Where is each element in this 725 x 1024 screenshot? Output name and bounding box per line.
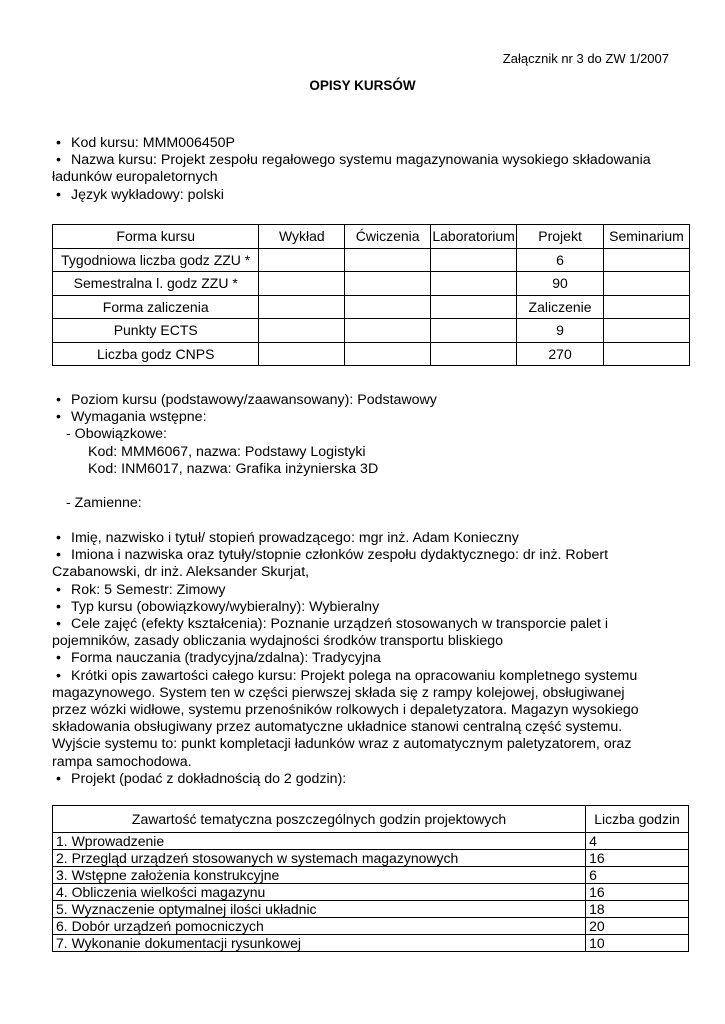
table-cell: Zaliczenie [517,295,604,319]
table-cell [345,272,431,296]
bullet: • [56,581,61,598]
course-level: Poziom kursu (podstawowy/zaawansowany): Podstawowy [71,392,437,408]
table-cell [345,319,431,343]
table-cell [345,248,431,272]
table-cell [259,319,345,343]
course-name: Nazwa kursu: Projekt zespołu regałowego systemu magazynowania wysokiego składowania [71,152,651,169]
course-intro [52,135,682,204]
table-row [53,901,689,918]
topic-cell: 1. Wprowadzenie [53,833,586,850]
prerequisites-label: Wymagania wstępne: [71,409,207,426]
table-cell: Semestralna l. godz ZZU * [53,272,259,296]
table-cell: Punkty ECTS [53,319,259,343]
hours-cell: 20 [586,918,689,935]
table-cell [604,248,690,272]
bullet: • [56,650,61,667]
table-row [53,850,689,867]
table-cell: 6 [517,248,604,272]
bullet: • [56,530,61,546]
teaching-team-cont: Czabanowski, dr inż. Aleksander Skurjat, [52,564,310,581]
hours-cell: 6 [586,867,689,884]
topic-cell: 5. Wyznaczenie optymalnej ilości układnic [53,901,586,918]
table-cell: 270 [517,342,604,366]
course-description-cont: Wyjście systemu to: punkt kompletacji ładunków wraz z automatycznym paletyzatorem, oraz [52,736,632,753]
column-header: Projekt [517,225,604,249]
hours-cell: 4 [586,833,689,850]
column-header: Forma kursu [53,225,259,249]
teaching-team: Imiona i nazwiska oraz tytuły/stopnie członków zespołu dydaktycznego: dr inż. Robert [71,547,609,564]
course-description-cont: magazynowego. System ten w części pierwszej składa się z rampy kolejowej, obsługiwanej [52,684,625,701]
column-header: Wykład [259,225,345,249]
course-goals-cont: pojemników, zasady obliczania wydajności środków transportu bliskiego [52,633,504,650]
table-row [53,833,689,850]
topic-header: Zawartość tematyczna poszczególnych godzin projektowych [53,806,586,833]
table-row [53,295,690,319]
column-header: Seminarium [604,225,690,249]
bullet: • [56,770,61,787]
hours-cell: 16 [586,884,689,901]
table-cell [604,272,690,296]
table-cell [345,342,431,366]
table-row [53,342,690,366]
table-cell: Liczba godz CNPS [53,342,259,366]
table-cell: Forma zaliczenia [53,295,259,319]
table-cell [345,295,431,319]
table-cell [259,342,345,366]
table-row [53,918,689,935]
project-hours-label: Projekt (podać z dokładnością do 2 godzin): [71,770,347,787]
column-header: Ćwiczenia [345,225,431,249]
bullet: • [56,667,61,684]
topic-cell: 6. Dobór urządzeń pomocniczych [53,918,586,935]
table-row [53,884,689,901]
table-cell [259,295,345,319]
course-description-cont: rampa samochodowa. [52,753,192,770]
table-cell [431,319,517,343]
course-description-cont: składowania obsługiwany przez automatyczne układnice stanowi centralną część systemu. [52,719,623,736]
lecturer: Imię, nazwisko i tytuł/ stopień prowadzącego: mgr inż. Adam Konieczny [71,530,519,546]
bullet: • [56,186,61,203]
table-cell [604,295,690,319]
table-row [53,867,689,884]
project-hours-table [52,805,689,952]
hours-cell: 10 [586,935,689,952]
bullet: • [56,135,61,151]
hours-header: Liczba godzin [586,806,689,833]
table-cell [604,319,690,343]
mandatory-label: - Obowiązkowe: [66,426,167,443]
table-cell [431,272,517,296]
hours-cell: 18 [586,901,689,918]
hours-cell: 16 [586,850,689,867]
table-row [53,272,690,296]
table-cell [431,248,517,272]
annex-label: Załącznik nr 3 do ZW 1/2007 [502,51,669,66]
course-language: Język wykładowy: polski [71,186,224,203]
course-form-table [52,224,690,366]
table-cell [431,295,517,319]
year-semester: Rok: 5 Semestr: Zimowy [71,581,226,598]
topic-cell: 3. Wstępne założenia konstrukcyjne [53,867,586,884]
topic-cell: 7. Wykonanie dokumentacji rysunkowej [53,935,586,952]
table-header-row [53,225,690,249]
teaching-form: Forma nauczania (tradycyjna/zdalna): Tradycyjna [71,650,381,667]
table-cell: 90 [517,272,604,296]
requirements-section [52,392,682,512]
prereq-course-2: Kod: INM6017, nazwa: Grafika inżynierska 3D [88,460,379,477]
page-title: OPISY KURSÓW [309,78,416,93]
bullet: • [56,152,61,169]
prereq-course-1: Kod: MMM6067, nazwa: Podstawy Logistyki [88,443,366,460]
course-description-cont: przez wózki widłowe, systemu przenośników rolkowych i depaletyzatora. Magazyn wysokiego [52,702,639,719]
course-details [52,530,682,788]
table-cell: 9 [517,319,604,343]
topic-cell: 4. Obliczenia wielkości magazynu [53,884,586,901]
table-cell: Tygodniowa liczba godz ZZU * [53,248,259,272]
course-type: Typ kursu (obowiązkowy/wybieralny): Wybieralny [71,598,380,615]
bullet: • [56,409,61,426]
table-row [53,248,690,272]
bullet: • [56,616,61,633]
table-cell [259,248,345,272]
alternative-label: - Zamienne: [66,495,142,512]
bullet: • [56,598,61,615]
bullet: • [56,392,61,408]
course-code: Kod kursu: MMM006450P [71,135,236,151]
course-name-cont: ładunków europaletornych [52,169,218,186]
column-header: Laboratorium [431,225,517,249]
course-description: Krótki opis zawartości całego kursu: Projekt polega na opracowaniu kompletnego systemu [71,667,638,684]
table-cell [604,342,690,366]
table-row [53,319,690,343]
table-row [53,935,689,952]
table-cell [431,342,517,366]
table-cell [259,272,345,296]
topic-cell: 2. Przegląd urządzeń stosowanych w systemach magazynowych [53,850,586,867]
bullet: • [56,547,61,564]
course-goals: Cele zajęć (efekty kształcenia): Poznanie urządzeń stosowanych w transporcie palet i [71,616,609,633]
